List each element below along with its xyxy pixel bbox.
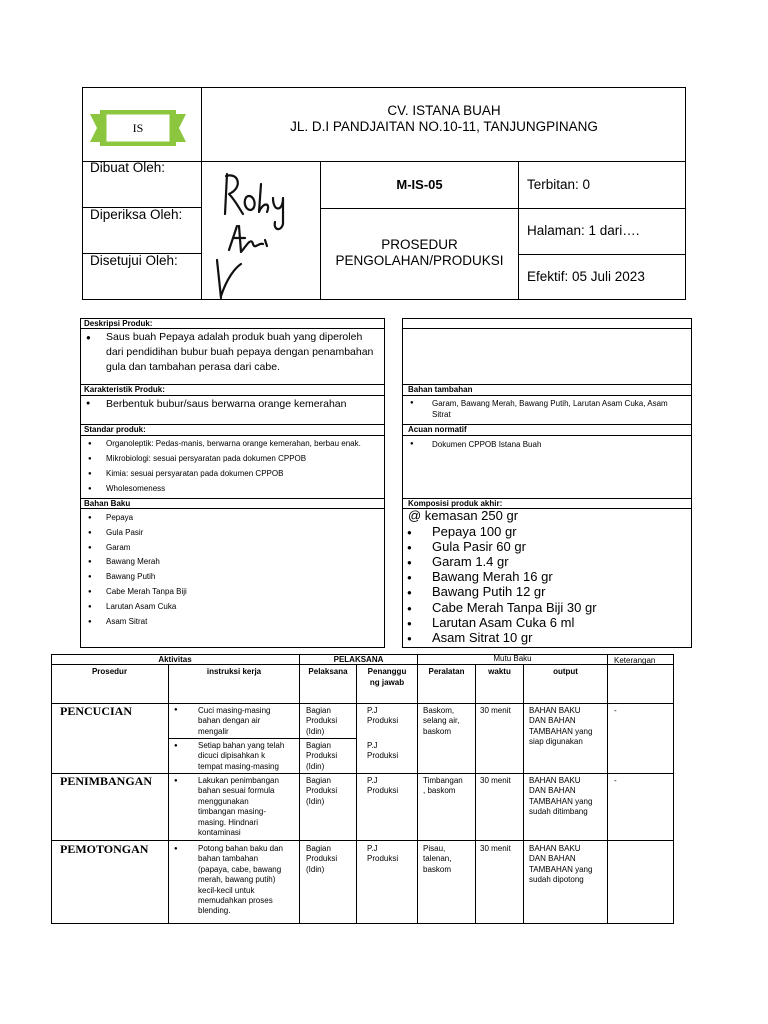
peralatan-line: talenan, [423, 854, 452, 864]
output-line: TAMBAHAN yang [529, 726, 593, 736]
bahan-tambahan-heading: Bahan tambahan [408, 385, 473, 394]
company-logo [88, 104, 188, 154]
komposisi-item: Asam Sitrat 10 gr [432, 629, 533, 645]
standar-item: Mikrobiologi: sesuai persyaratan pada dokumen CPPOB [106, 454, 307, 463]
prosedur-pencucian: PENCUCIAN [60, 704, 132, 718]
deskripsi-line-2: dari pendidihan bubur buah pepaya dengan penambahan [106, 346, 374, 358]
bahan-baku-bullet: ● [88, 544, 92, 551]
instruksi-line: merah, bawang putih) [198, 875, 276, 885]
komposisi-bullet: ● [407, 588, 412, 598]
komposisi-bullet: ● [407, 618, 412, 628]
signature-image [205, 166, 315, 300]
dibuat-label: Dibuat Oleh: [90, 160, 166, 175]
komposisi-bullet: ● [407, 528, 412, 537]
doc-code: M-IS-05 [396, 177, 443, 192]
bahan-baku-item: Cabe Merah Tanpa Biji [106, 587, 187, 596]
pj-line: Produksi [367, 854, 399, 864]
output-line: DAN BAHAN [529, 854, 576, 864]
instruksi-line: tempat masing-masing [198, 761, 279, 771]
standar-bullet: ● [88, 456, 92, 462]
komposisi-bullet: ● [407, 558, 412, 568]
output-line: DAN BAHAN [529, 716, 576, 726]
pj-cell [367, 706, 398, 727]
komposisi-heading: Komposisi produk akhir: [408, 499, 503, 508]
prosedur-pemotongan: PEMOTONGAN [60, 842, 149, 856]
pelaksana-cell [306, 776, 337, 807]
pelaksana-line: (Idin) [306, 761, 325, 771]
instruksi-line: dicuci dipisahkan k [198, 751, 266, 761]
standar-item: Kimia: sesuai persyaratan pada dokumen CPPOB [106, 469, 284, 478]
komposisi-item: Gula Pasir 60 gr [432, 539, 526, 555]
pelaksana-line: Bagian [306, 776, 331, 785]
header-divider-h2 [320, 208, 518, 209]
company-name: CV. ISTANA BUAH [387, 103, 501, 118]
efektif: Efektif: 05 Juli 2023 [527, 269, 645, 284]
table-vline [607, 654, 608, 924]
instruksi-line: Potong bahan baku dan [198, 844, 283, 853]
instruksi-line: blending. [198, 906, 231, 916]
output-cell [529, 776, 592, 818]
mutu-baku-header: Mutu Baku [493, 654, 532, 663]
output-line: BAHAN BAKU [529, 844, 581, 853]
bahan-baku-item: Garam [106, 542, 131, 552]
standar-bullet: ● [88, 486, 92, 492]
instruksi-line: Cuci masing-masing [198, 706, 271, 715]
bahan-tambahan-bullet: ● [410, 400, 414, 406]
peralatan-line: Baskom, [423, 706, 455, 715]
instruksi-line: bahan dengan air [198, 716, 261, 726]
instruksi-line: menggunakan [198, 796, 249, 806]
penanggung-header-2: ng jawab [369, 678, 405, 687]
peralatan-line: selang air, [423, 716, 460, 726]
peralatan-line: baskom [423, 726, 452, 736]
instruksi-line: timbangan masing- [198, 807, 267, 817]
table-vline [299, 654, 300, 924]
diperiksa-label: Diperiksa Oleh: [90, 207, 183, 222]
deskripsi-line-1: Saus buah Pepaya adalah produk buah yang diperoleh [106, 331, 363, 343]
keterangan-cell: - [614, 706, 617, 715]
table-vline [475, 664, 476, 924]
pelaksana-cell [306, 741, 337, 772]
komposisi-bullet: ● [407, 543, 412, 553]
pj-line: Produksi [367, 751, 399, 761]
pelaksana-line: Produksi [306, 786, 338, 796]
output-cell [529, 706, 592, 748]
bahan-baku-bullet: ● [88, 618, 92, 625]
output-line: TAMBAHAN yang [529, 796, 593, 806]
pelaksana-line: Bagian [306, 741, 331, 750]
right-line-1 [402, 328, 692, 329]
title-line-2: PENGOLAHAN/PRODUKSI [335, 253, 504, 268]
peralatan-header: Peralatan [428, 667, 465, 676]
bahan-baku-bullet: ● [88, 529, 92, 536]
bahan-baku-item: Gula Pasir [106, 527, 144, 537]
table-vline [356, 664, 357, 924]
terbitan: Terbitan: 0 [527, 177, 591, 192]
instruksi-line: bahan tambahan [198, 854, 259, 864]
left-line-5 [80, 435, 385, 436]
pj-cell [367, 741, 398, 762]
standar-bullet: ● [88, 471, 92, 477]
output-line: TAMBAHAN yang [529, 864, 593, 874]
peralatan-cell [423, 706, 459, 737]
karakteristik-bullet: ● [86, 400, 91, 407]
header-divider-v3 [518, 161, 519, 300]
standar-bullet: ● [88, 441, 92, 447]
bahan-baku-bullet: ● [88, 559, 92, 566]
komposisi-item: Pepaya 100 gr [432, 524, 517, 539]
peralatan-line: baskom [423, 864, 452, 874]
pelaksana-line: (Idin) [306, 796, 325, 806]
table-hline [51, 703, 674, 704]
bullet-dot: ● [174, 743, 178, 749]
peralatan-line: Timbangan [423, 776, 463, 785]
instruksi-cell [198, 741, 284, 772]
pelaksana-group-header: PELAKSANA [333, 655, 384, 664]
output-line: sudah ditimbang [529, 807, 588, 817]
instruksi-cell [198, 776, 279, 838]
instruksi-line: bahan sesuai formula [198, 786, 275, 796]
pelaksana-line: Produksi [306, 854, 338, 864]
instruksi-line: mengalir [198, 726, 229, 736]
instruksi-line: kecil-kecil untuk [198, 885, 255, 895]
left-line-1 [80, 328, 385, 329]
peralatan-cell [423, 844, 451, 875]
bahan-baku-item: Bawang Merah [106, 557, 160, 567]
keterangan-header: Keterangan [614, 656, 656, 665]
pelaksana-line: (Idin) [306, 726, 325, 736]
pelaksana-cell [306, 844, 337, 875]
output-line: sudah dipotong [529, 875, 584, 885]
output-line: BAHAN BAKU [529, 706, 581, 715]
header-divider-h [82, 161, 686, 162]
pelaksana-line: Bagian [306, 706, 331, 715]
deskripsi-line-3: gula dan tambahan perasa dari cabe. [106, 361, 280, 373]
left-line-3 [80, 395, 385, 396]
output-line: BAHAN BAKU [529, 776, 581, 785]
komposisi-item: Cabe Merah Tanpa Biji 30 gr [432, 599, 597, 615]
komposisi-bullet: ● [407, 573, 412, 583]
right-line-3 [402, 395, 692, 396]
pelaksana-line: Bagian [306, 844, 331, 853]
pj-cell [367, 844, 398, 865]
waktu-cell: 30 menit [480, 706, 511, 715]
pelaksana-line: (Idin) [306, 864, 325, 874]
output-cell [529, 844, 592, 886]
right-line-5 [402, 435, 692, 436]
left-line-7 [80, 508, 385, 509]
table-hline [51, 840, 674, 841]
bahan-baku-item: Bawang Putih [106, 572, 156, 582]
bahan-baku-bullet: ● [88, 603, 92, 610]
title-line-1: PROSEDUR [381, 237, 458, 252]
table-vline [168, 664, 169, 924]
standar-item: Organoleptik: Pedas-manis, berwarna orange kemerahan, berbau enak. [106, 439, 361, 448]
komposisi-intro: @ kemasan 250 gr [408, 508, 519, 523]
bahan-baku-item: Asam Sitrat [106, 616, 148, 626]
pelaksana-line: Produksi [306, 716, 338, 726]
pj-line: P.J [367, 776, 378, 785]
karakteristik-item: Berbentuk bubur/saus berwarna orange kemerahan [106, 398, 347, 410]
pj-line: P.J [367, 706, 378, 715]
komposisi-item: Larutan Asam Cuka 6 ml [432, 614, 575, 630]
output-header: output [553, 667, 578, 676]
instruksi-line: masing. Hindnari [198, 817, 259, 827]
pj-line: Produksi [367, 786, 399, 796]
deskripsi-bullet: ● [86, 333, 91, 342]
bahan-baku-bullet: ● [88, 574, 92, 581]
instruksi-line: (papaya, cabe, bawang [198, 864, 282, 874]
peralatan-line: , baskom [423, 786, 456, 796]
acuan-heading: Acuan normatif [408, 425, 467, 434]
instruksi-line: memudahkan proses [198, 895, 273, 905]
bahan-baku-heading: Bahan Baku [84, 499, 131, 508]
bahan-baku-item: Pepaya [106, 513, 134, 522]
standar-heading: Standar produk: [84, 425, 146, 434]
bahan-baku-bullet: ● [88, 515, 92, 521]
bahan-baku-bullet: ● [88, 589, 92, 595]
halaman: Halaman: 1 dari…. [527, 223, 640, 238]
bullet-dot: ● [174, 707, 178, 713]
waktu-header: waktu [488, 667, 511, 676]
prosedur-penimbangan: PENIMBANGAN [60, 774, 152, 788]
standar-list [84, 439, 384, 497]
output-line: DAN BAHAN [529, 786, 576, 796]
table-vline [523, 664, 524, 924]
pelaksana-line: Produksi [306, 751, 338, 761]
komposisi-item: Garam 1.4 gr [432, 554, 509, 570]
instruksi-cell [198, 706, 270, 737]
waktu-cell: 30 menit [480, 776, 511, 785]
keterangan-cell: - [614, 776, 617, 785]
standar-item: Wholesomeness [106, 484, 166, 493]
table-vline [417, 654, 418, 924]
disetujui-label: Disetujui Oleh: [90, 253, 178, 268]
bahan-tambahan-line-1: Garam, Bawang Merah, Bawang Putih, Larutan Asam Cuka, Asam [432, 399, 668, 408]
instruksi-header: instruksi kerja [206, 667, 262, 676]
header-divider-h3 [518, 208, 686, 209]
aktivitas-header: Aktivitas [158, 655, 192, 664]
bahan-tambahan-line-2: Sitrat [432, 410, 451, 419]
pj-line: P.J [367, 741, 378, 750]
bullet-dot: ● [174, 778, 178, 784]
pj-cell [367, 776, 398, 797]
komposisi-item: Bawang Putih 12 gr [432, 584, 546, 600]
prosedur-header: Prosedur [91, 667, 128, 676]
pj-line: P.J [367, 844, 378, 853]
komposisi-item: Bawang Merah 16 gr [432, 569, 553, 585]
peralatan-line: Pisau, [423, 844, 446, 853]
pelaksana-header: Pelaksana [308, 667, 348, 676]
company-address: JL. D.I PANDJAITAN NO.10-11, TANJUNGPINANG [290, 119, 598, 134]
instruksi-cell [198, 844, 283, 917]
bahan-baku-item: Larutan Asam Cuka [106, 601, 177, 611]
komposisi-bullet: ● [407, 603, 412, 613]
instruksi-line: kontaminasi [198, 827, 241, 837]
waktu-cell: 30 menit [480, 844, 511, 853]
peralatan-cell [423, 776, 463, 797]
output-line: siap digunakan [529, 737, 583, 747]
acuan-bullet: ● [410, 441, 414, 447]
instruksi-line: Lakukan penimbangan [198, 776, 279, 785]
table-hline [168, 738, 356, 739]
logo-text: IS [132, 121, 144, 135]
bullet-dot: ● [174, 846, 178, 852]
header-divider-h4 [518, 254, 686, 255]
penanggung-header-1: Penanggu [367, 667, 407, 676]
deskripsi-heading: Deskripsi Produk: [84, 319, 153, 328]
pelaksana-cell [306, 706, 337, 737]
komposisi-bullet: ● [407, 633, 412, 643]
instruksi-line: Setiap bahan yang telah [198, 741, 285, 750]
acuan-item: Dokumen CPPOB Istana Buah [432, 440, 542, 449]
pj-line: Produksi [367, 716, 399, 726]
karakteristik-heading: Karakteristik Produk: [84, 385, 165, 394]
komposisi-list [404, 524, 690, 648]
bahan-baku-list [84, 513, 384, 643]
